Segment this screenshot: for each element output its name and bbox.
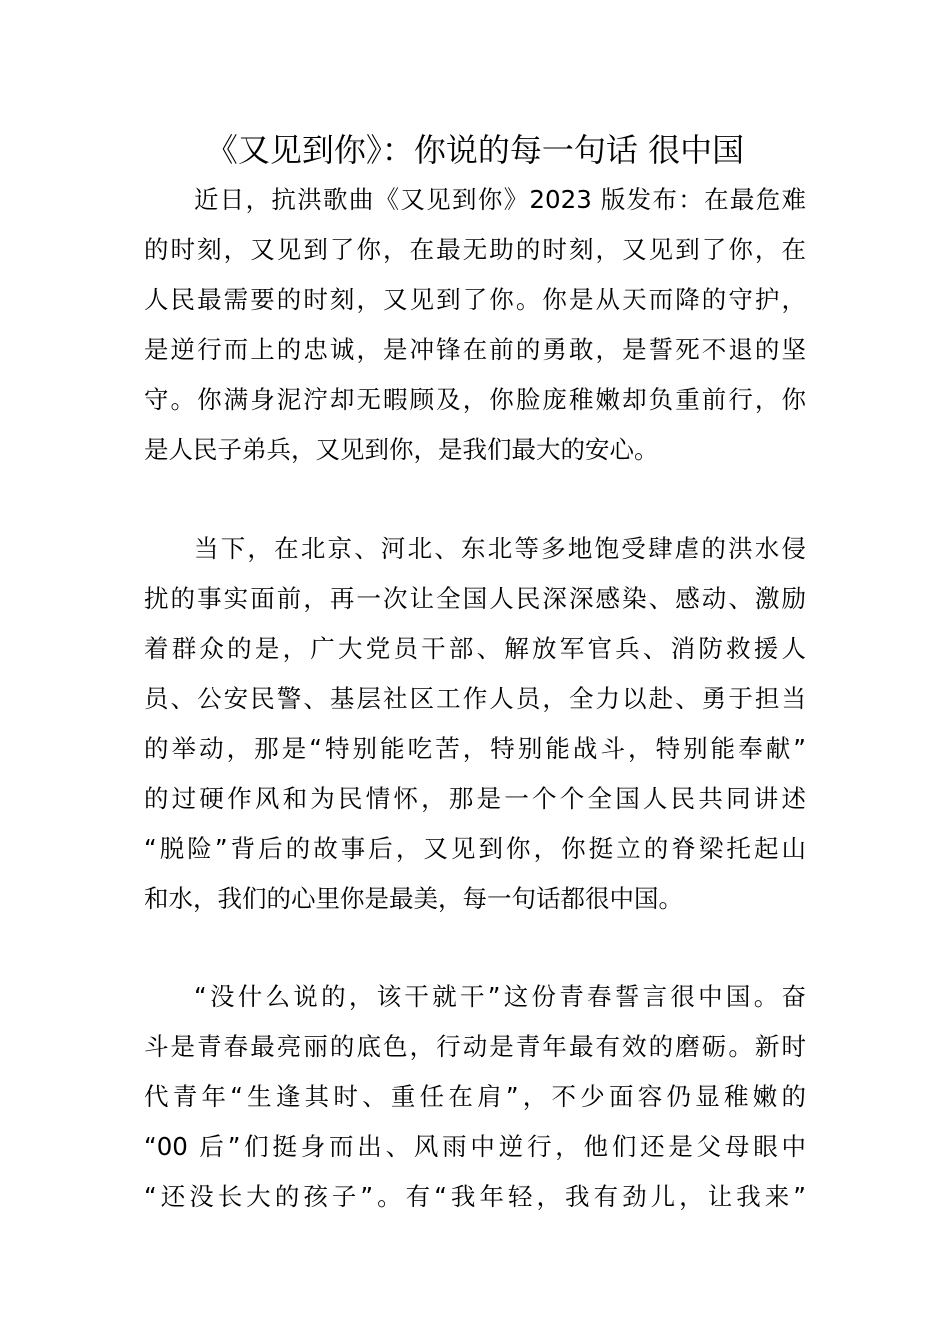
paragraph-line: 近日，抗洪歌曲《又见到你》2023 版发布：在最危难 — [194, 185, 806, 214]
paragraph-line: 斗是青春最亮丽的底色，行动是青年最有效的磨砺。新时 — [144, 1032, 806, 1061]
paragraph-line: 是逆行而上的忠诚，是冲锋在前的勇敢，是誓死不退的坚 — [144, 335, 806, 364]
paragraph-line: 的时刻，又见到了你，在最无助的时刻，又见到了你，在 — [144, 235, 806, 264]
paragraph-line: 着群众的是，广大党员干部、解放军官兵、消防救援人 — [144, 634, 806, 663]
paragraph-line: “还没长大的孩子”。有“我年轻，我有劲儿，让我来” — [144, 1182, 806, 1211]
paragraph-line: “00 后”们挺身而出、风雨中逆行，他们还是父母眼中 — [144, 1132, 806, 1161]
paragraph-line: 员、公安民警、基层社区工作人员，全力以赴、勇于担当 — [144, 684, 806, 713]
paragraph-line: 代青年“生逢其时、重任在肩”，不少面容仍显稚嫩的 — [144, 1082, 806, 1111]
paragraph-line: 守。你满身泥泞却无暇顾及，你脸庞稚嫩却负重前行，你 — [144, 385, 806, 414]
paragraph-line: 和水，我们的心里你是最美，每一句话都很中国。 — [144, 884, 683, 913]
paragraph-line: 人民最需要的时刻，又见到了你。你是从天而降的守护， — [144, 285, 806, 314]
article-title: 《又见到你》：你说的每一句话 很中国 — [205, 131, 745, 169]
paragraph-line: “脱险”背后的故事后，又见到你，你挺立的脊梁托起山 — [144, 834, 806, 863]
paragraph-line: 当下，在北京、河北、东北等多地饱受肆虐的洪水侵 — [194, 534, 806, 563]
paragraph-line: 扰的事实面前，再一次让全国人民深深感染、感动、激励 — [144, 584, 806, 613]
paragraph-line: 的举动，那是“特别能吃苦，特别能战斗，特别能奉献” — [144, 734, 806, 763]
paragraph-line: 是人民子弟兵，又见到你，是我们最大的安心。 — [144, 435, 659, 464]
paragraph-line: “没什么说的，该干就干”这份青春誓言很中国。奋 — [194, 982, 806, 1011]
paragraph-line: 的过硬作风和为民情怀，那是一个个全国人民共同讲述 — [144, 784, 806, 813]
